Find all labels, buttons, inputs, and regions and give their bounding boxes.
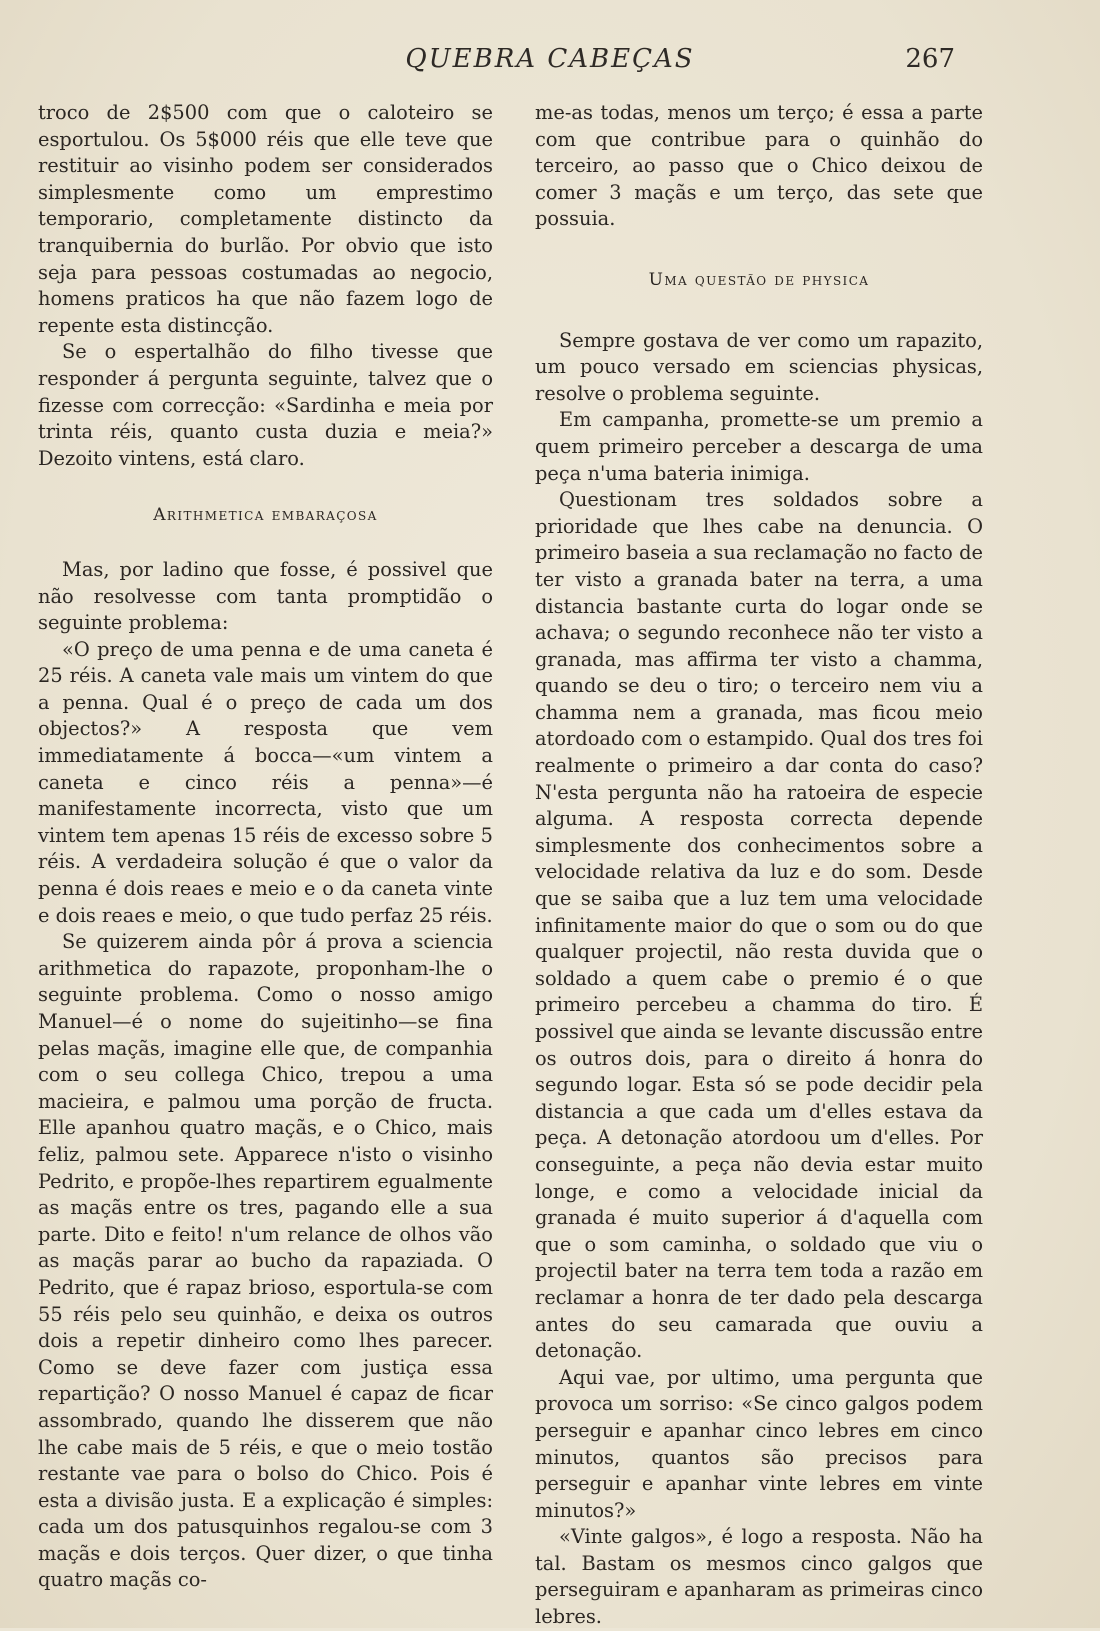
right-column bbox=[535, 100, 983, 1631]
paragraph: Se quizerem ainda pôr á prova a sciencia arithmetica do rapazote, proponham-lhe o seguinte problema. Como o nosso amigo Manuel—é o nome do sujeitinho—se fina pelas maçãs, imagine elle que, de companhia com o seu collega Chico, trepou a uma macieira, e palmou uma porção de fructa. Elle apanhou quatro maçãs, e o Chico, mais feliz, palmou sete. Apparece n'isto o visinho Pedrito, e propõe-lhes repartirem egualmente as maçãs entre os tres, pagando elle a sua parte. Dito e feito! n'um relance de olhos vão as maçãs parar ao bucho da rapaziada. O Pedrito, que é rapaz brioso, esportula-se com 55 réis pelo seu quinhão, e deixa os outros dois a repetir dinheiro como lhes parecer. Como se deve fazer com justiça essa repartição? O nosso Manuel é capaz de ficar assombrado, quando lhe disserem que não lhe cabe mais de 5 réis, e que o meio tostão restante vae para o bolso do Chico. Pois é esta a divisão justa. E a explicação é simples: cada um dos patusquinhos regalou-se com 3 maçãs e dois terços. Quer dizer, o que tinha quatro maçãs co- bbox=[38, 930, 493, 1592]
section-heading: Arithmetica embaraçosa bbox=[153, 505, 378, 526]
paragraph: «Vinte galgos», é logo a resposta. Não ha tal. Bastam os mesmos cinco galgos que perseguiram e apanharam as primeiras cinco lebres. bbox=[535, 1525, 983, 1629]
page-number: 267 bbox=[905, 44, 955, 74]
section-heading: Uma questão de physica bbox=[648, 269, 870, 290]
paragraph: Aqui vae, por ultimo, uma pergunta que provoca um sorriso: «Se cinco galgos podem perseguir e apanhar cinco lebres em cinco minutos, quantos são precisos para perseguir e apanhar vinte lebres em vinte minutos?» bbox=[535, 1365, 983, 1522]
paragraph: Se o espertalhão do filho tivesse que responder á pergunta seguinte, talvez que o fizesse com correcção: «Sardinha e meia por trinta réis, quanto custa duzia e meia?» Dezoito vintens, está claro. bbox=[38, 340, 493, 470]
page-header bbox=[0, 44, 1100, 84]
paragraph: Questionam tres soldados sobre a prioridade que lhes cabe na denuncia. O primeiro baseia a sua reclamação no facto de ter visto a granada bater na terra, a uma distancia bastante curta do logar onde se achava; o segundo reconhece não ter visto a granada, mas affirma ter visto a chamma, quando se deu o tiro; o terceiro nem viu a chamma nem a granada, mas ficou meio atordoado com o estampido. Qual dos tres foi realmente o primeiro a dar conta do caso? N'esta pergunta não ha ratoeira de especie alguma. A resposta correcta depende simplesmente dos conhecimentos sobre a velocidade relativa da luz e do som. Desde que se saiba que a luz tem uma velocidade infinitamente maior do que o som ou do que qualquer projectil, não resta duvida que o soldado a quem cabe o premio é o que primeiro percebeu a chamma do tiro. É possivel que ainda se levante discussão entre os outros dois, para o direito á honra do segundo logar. Esta só se pode decidir pela distancia a que cada um d'elles estava da peça. A detonação atordoou um d'elles. Por conseguinte, a peça não devia estar muito longe, e como a velocidade inicial da granada é muito superior á d'aquella com que o som caminha, o soldado que viu o projectil bater na terra tem toda a razão em reclamar a honra de ter dado pela descarga antes do seu camarada que ouviu a detonação. bbox=[535, 488, 983, 1363]
paragraph: Em campanha, promette-se um premio a quem primeiro perceber a descarga de uma peça n'uma bateria inimiga. bbox=[535, 408, 983, 485]
paragraph: «O preço de uma penna e de uma caneta é 25 réis. A caneta vale mais um vintem do que a penna. Qual é o preço de cada um dos objectos?» A resposta que vem immediatamente á bocca—«um vintem a caneta e cinco réis a penna»—é manifestamente incorrecta, visto que um vintem tem apenas 15 réis de excesso sobre 5 réis. A verdadeira solução é que o valor da penna é dois reaes e meio e o da caneta vinte e dois reaes e meio, o que tudo perfaz 25 réis. bbox=[38, 637, 493, 927]
paragraph: Sempre gostava de ver como um rapazito, um pouco versado em sciencias physicas, resolve o problema seguinte. bbox=[535, 328, 983, 405]
paragraph: Mas, por ladino que fosse, é possivel que não resolvesse com tanta promptidão o seguinte problema: bbox=[38, 557, 493, 635]
paragraph: troco de 2$500 com que o caloteiro se esportulou. Os 5$000 réis que elle teve que restituir ao visinho podem ser considerados simplesmente como um emprestimo temporario, completamente distincto da tranquibernia do burlão. Por obvio que isto seja para pessoas costumadas ao negocio, homens praticos ha que não fazem logo de repente esta distincção. bbox=[38, 101, 493, 337]
running-title: QUEBRA CABEÇAS bbox=[405, 44, 695, 74]
paragraph: me-as todas, menos um terço; é essa a parte com que contribue para o quinhão do terceiro, ao passo que o Chico deixou de comer 3 maçãs e um terço, das sete que possuia. bbox=[535, 101, 983, 231]
left-column bbox=[38, 100, 493, 1594]
